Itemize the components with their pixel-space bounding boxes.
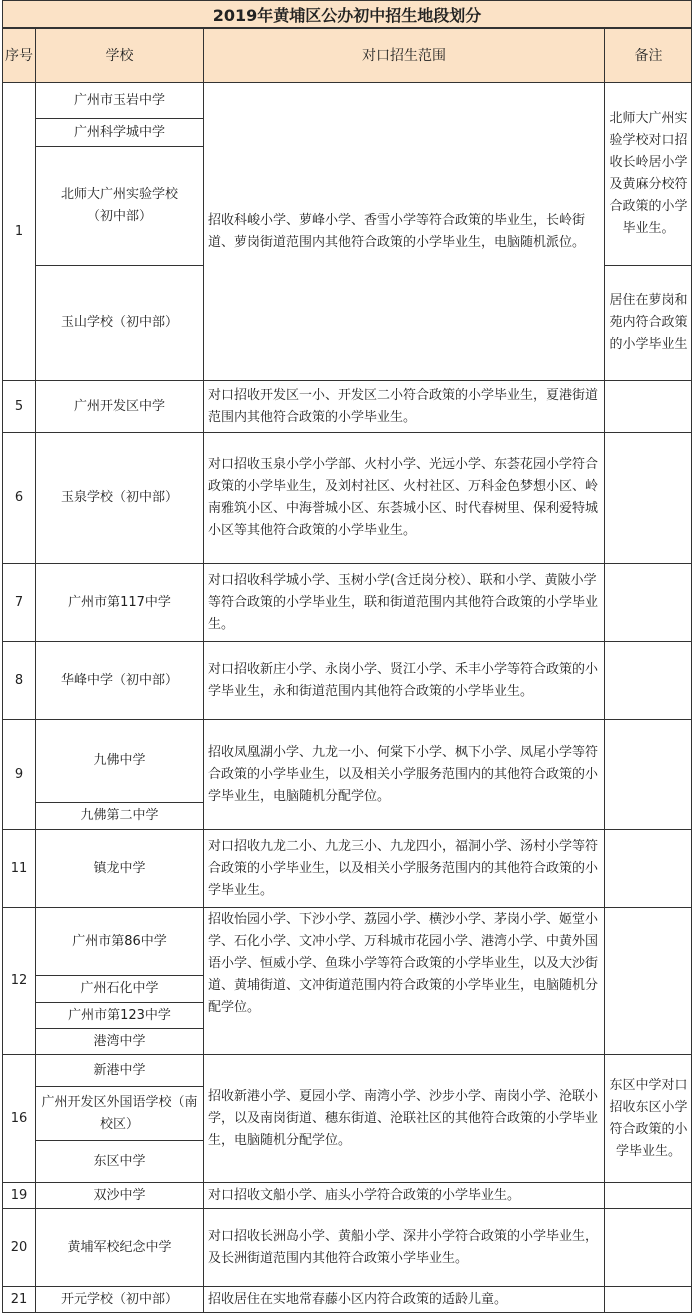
school-cell: 双沙中学 xyxy=(35,1182,203,1208)
note-cell-empty xyxy=(604,1182,692,1208)
range-cell: 对口招收文船小学、庙头小学符合政策的小学毕业生。 xyxy=(203,1182,604,1208)
note-cell-empty xyxy=(604,829,692,907)
school-cell: 港湾中学 xyxy=(35,1028,203,1054)
school-cell: 玉泉学校（初中部） xyxy=(35,432,203,563)
school-cell: 东区中学 xyxy=(35,1140,203,1182)
seq-cell: 19 xyxy=(2,1182,35,1208)
note-cell-empty xyxy=(604,563,692,641)
school-cell: 华峰中学（初中部） xyxy=(35,641,203,719)
note-cell-empty xyxy=(604,432,692,563)
range-cell: 招收怡园小学、下沙小学、荔园小学、横沙小学、茅岗小学、姬堂小学、石化小学、文冲小学、万科城市花园小学、港湾小学、中黄外国语小学、恒威小学、鱼珠小学等符合政策的小学毕业生，以及大沙街道、黄埔街道、文冲街道范围内符合政策的小学毕业生，电脑随机分配学位。 xyxy=(203,907,604,1054)
school-cell: 开元学校（初中部） xyxy=(35,1286,203,1313)
seq-cell: 8 xyxy=(2,641,35,719)
school-cell: 九佛中学 xyxy=(35,719,203,802)
table-right-border xyxy=(691,28,692,1313)
range-cell: 招收居住在实地常春藤小区内符合政策的适龄儿童。 xyxy=(203,1286,604,1313)
range-cell: 招收凤凰湖小学、九龙一小、何棠下小学、枫下小学、凤尾小学等符合政策的小学毕业生，以及相关小学服务范围内的其他符合政策的小学毕业生，电脑随机分配学位。 xyxy=(203,719,604,829)
note-cell: 居住在萝岗和苑内符合政策的小学毕业生 xyxy=(604,265,692,380)
note-cell-empty xyxy=(604,1286,692,1313)
note-cell-empty xyxy=(604,380,692,432)
range-cell: 对口招收开发区一小、开发区二小符合政策的小学毕业生，夏港街道范围内其他符合政策的小学毕业生。 xyxy=(203,380,604,432)
school-cell: 广州科学城中学 xyxy=(35,118,203,146)
seq-cell: 20 xyxy=(2,1208,35,1286)
school-cell: 广州开发区中学 xyxy=(35,380,203,432)
header-school: 学校 xyxy=(35,28,203,82)
seq-cell: 7 xyxy=(2,563,35,641)
school-cell: 新港中学 xyxy=(35,1054,203,1086)
range-cell: 对口招收新庄小学、永岗小学、贤江小学、禾丰小学等符合政策的小学毕业生，永和街道范围内其他符合政策的小学毕业生。 xyxy=(203,641,604,719)
seq-cell: 1 xyxy=(2,82,35,380)
note-cell: 北师大广州实验学校对口招收长岭居小学及黄麻分校符合政策的小学毕业生。 xyxy=(604,82,692,265)
school-cell: 广州市第117中学 xyxy=(35,563,203,641)
school-cell: 九佛第二中学 xyxy=(35,802,203,829)
range-cell: 招收新港小学、夏园小学、南湾小学、沙步小学、南岗小学、沧联小学，以及南岗街道、穗东街道、沧联社区的其他符合政策的小学毕业生，电脑随机分配学位。 xyxy=(203,1054,604,1182)
table-title: 2019年黄埔区公办初中招生地段划分 xyxy=(2,0,692,28)
range-cell: 对口招收九龙二小、九龙三小、九龙四小，福洞小学、汤村小学等符合政策的小学毕业生，以及相关小学服务范围内的其他符合政策的小学毕业生。 xyxy=(203,829,604,907)
note-cell-empty xyxy=(604,641,692,719)
seq-cell: 9 xyxy=(2,719,35,829)
school-cell: 广州开发区外国语学校（南校区） xyxy=(35,1086,203,1140)
range-cell: 对口招收长洲岛小学、黄船小学、深井小学符合政策的小学毕业生，及长洲街道范围内其他符合政策小学毕业生。 xyxy=(203,1208,604,1286)
header-seq: 序号 xyxy=(2,28,35,82)
seq-cell: 11 xyxy=(2,829,35,907)
note-cell-empty xyxy=(604,907,692,1054)
school-cell: 广州市第86中学 xyxy=(35,907,203,975)
note-cell: 东区中学对口招收东区小学符合政策的小学毕业生。 xyxy=(604,1054,692,1182)
school-cell: 北师大广州实验学校（初中部） xyxy=(35,146,203,265)
range-cell: 对口招收玉泉小学小学部、火村小学、光远小学、东荟花园小学符合政策的小学毕业生，及刘村社区、火村社区、万科金色梦想小区、岭南雅筑小区、中海誉城小区、东荟城小区、时代春树里、保利爱特城小区等其他符合政策的小学毕业生。 xyxy=(203,432,604,563)
seq-cell: 16 xyxy=(2,1054,35,1182)
seq-cell: 5 xyxy=(2,380,35,432)
seq-cell: 12 xyxy=(2,907,35,1054)
header-note: 备注 xyxy=(604,28,692,82)
school-cell: 玉山学校（初中部） xyxy=(35,265,203,380)
header-range: 对口招生范围 xyxy=(203,28,604,82)
school-cell: 黄埔军校纪念中学 xyxy=(35,1208,203,1286)
school-cell: 镇龙中学 xyxy=(35,829,203,907)
range-cell: 招收科峻小学、萝峰小学、香雪小学等符合政策的毕业生，长岭街道、萝岗街道范围内其他符合政策的小学毕业生，电脑随机派位。 xyxy=(203,82,604,380)
note-cell-empty xyxy=(604,719,692,829)
seq-cell: 6 xyxy=(2,432,35,563)
range-cell: 对口招收科学城小学、玉树小学(含迁岗分校）、联和小学、黄陂小学等符合政策的小学毕业生，联和街道范围内其他符合政策的小学毕业生。 xyxy=(203,563,604,641)
school-cell: 广州市玉岩中学 xyxy=(35,82,203,118)
school-cell: 广州市第123中学 xyxy=(35,1002,203,1028)
school-cell: 广州石化中学 xyxy=(35,975,203,1002)
note-cell-empty xyxy=(604,1208,692,1286)
seq-cell: 21 xyxy=(2,1286,35,1313)
